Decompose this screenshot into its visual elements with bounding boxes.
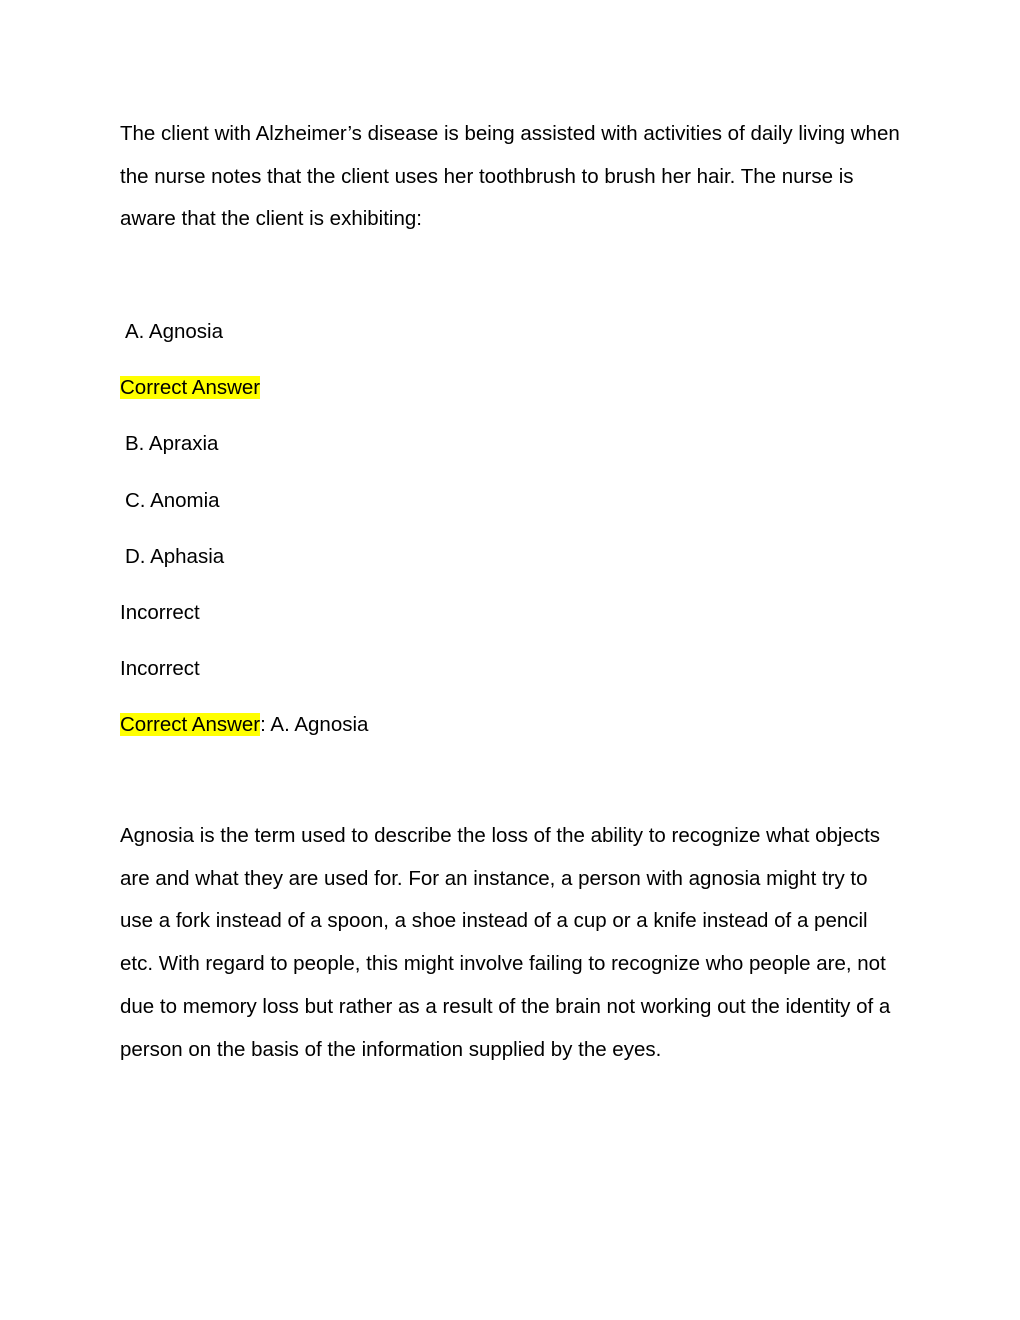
correct-answer-line [120, 711, 368, 739]
correct-answer-label: Correct Answer [120, 713, 261, 736]
correct-answer-highlight: Correct Answer [120, 376, 261, 399]
option-a: A. Agnosia [125, 320, 224, 343]
correct-answer-marker [120, 374, 260, 402]
question-text: The client with Alzheimer’s disease is being assisted with activities of daily living when the nurse notes that the client uses her toothbrush to brush her hair. The nurse is aware that the client is exhibiting: [120, 122, 900, 231]
option-c: C. Anomia [125, 489, 220, 512]
option-b: B. Apraxia [125, 432, 219, 455]
incorrect-marker-1: Incorrect [120, 601, 200, 624]
explanation-text: Agnosia is the term used to describe the loss of the ability to recognize what objects are and what they are used for. For an instance, a person with agnosia might try to use a fork instead of a spoon, a shoe instead of a cup or a knife instead of a pencil etc. With regard to people, this might involve failing to recognize who people are, not due to memory loss but rather as a result of the brain not working out the identity of a person on the basis of the information supplied by the eyes. [120, 824, 891, 1061]
answer-value: A. Agnosia [270, 713, 369, 736]
answer-separator: : [260, 713, 271, 736]
option-d: D. Aphasia [125, 545, 225, 568]
incorrect-marker-2: Incorrect [120, 657, 200, 680]
